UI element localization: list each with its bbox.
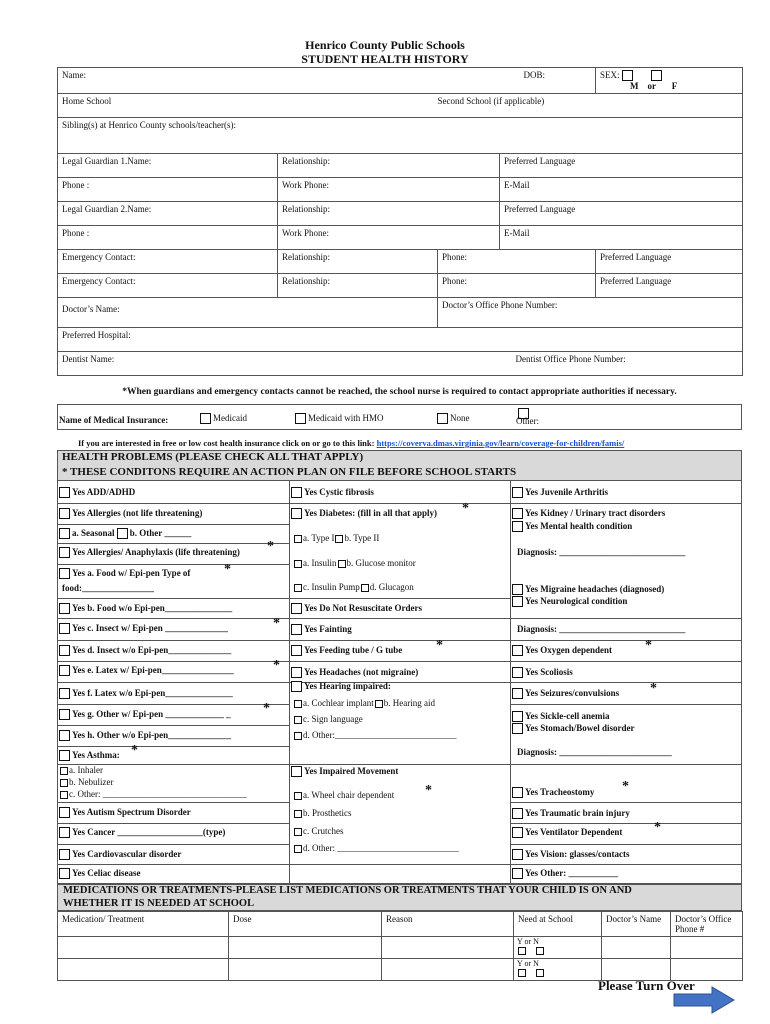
oxygen-checkbox[interactable]: Yes Oxygen dependent bbox=[512, 645, 612, 656]
action-plan-star: * bbox=[224, 562, 231, 577]
tbi-checkbox[interactable]: Yes Traumatic brain injury bbox=[512, 808, 630, 819]
yn-cell[interactable]: Y or N bbox=[514, 959, 602, 981]
dnr-checkbox[interactable]: Yes Do Not Resuscitate Orders bbox=[291, 603, 422, 614]
dob-field[interactable]: DOB: bbox=[500, 68, 596, 94]
action-plan-star: * bbox=[273, 658, 280, 673]
school-system-title: Henrico County Public Schools bbox=[305, 38, 465, 52]
hospital-field[interactable]: Preferred Hospital: bbox=[58, 328, 743, 352]
diagnosis-field-3[interactable]: Diagnosis: _________________________ bbox=[517, 747, 672, 757]
guardian1-name-field[interactable]: Legal Guardian 1.Name: bbox=[58, 154, 278, 178]
dentist-phone-field[interactable]: Dentist Office Phone Number: bbox=[500, 352, 743, 376]
glucagon-checkbox[interactable] bbox=[361, 584, 369, 592]
guardian2-email-field[interactable]: E-Mail bbox=[500, 226, 743, 250]
stomach-checkbox[interactable]: Yes Stomach/Bowel disorder bbox=[512, 723, 635, 734]
diabetes-checkbox[interactable]: Yes Diabetes: (fill in all that apply) bbox=[291, 508, 437, 519]
sex-field[interactable]: SEX: M or F bbox=[596, 68, 743, 94]
col-reason: Reason bbox=[382, 912, 514, 937]
migraine-checkbox[interactable]: Yes Migraine headaches (diagnosed) bbox=[512, 584, 664, 595]
form-title: STUDENT HEALTH HISTORY bbox=[301, 52, 469, 66]
emergency1-phone-field[interactable]: Phone: bbox=[438, 250, 596, 274]
hearing-checkbox[interactable]: Yes Hearing impaired: bbox=[291, 681, 391, 692]
feeding-tube-checkbox[interactable]: Yes Feeding tube / G tube bbox=[291, 645, 402, 656]
seasonal-checkbox[interactable]: a. Seasonal b. Other ______ bbox=[59, 528, 191, 539]
emergency2-phone-field[interactable]: Phone: bbox=[438, 274, 596, 298]
action-plan-star: * bbox=[436, 638, 443, 653]
emergency2-language-field[interactable]: Preferred Language bbox=[596, 274, 743, 298]
headaches-checkbox[interactable]: Yes Headaches (not migraine) bbox=[291, 667, 418, 678]
coverva-link[interactable]: https://coverva.dmas.virginia.gov/learn/coverage-for-children/famis/ bbox=[376, 438, 625, 448]
kidney-checkbox[interactable]: Yes Kidney / Urinary tract disorders bbox=[512, 508, 665, 519]
medications-title-2: WHETHER IT IS NEEDED AT SCHOOL bbox=[63, 898, 255, 909]
guardian2-work-phone-field[interactable]: Work Phone: bbox=[278, 226, 500, 250]
emergency1-language-field[interactable]: Preferred Language bbox=[596, 250, 743, 274]
table-row[interactable] bbox=[58, 937, 743, 959]
col-doctor-name: Doctor’s Name bbox=[602, 912, 671, 937]
cancer-checkbox[interactable]: Yes Cancer ___________________(type) bbox=[59, 827, 225, 838]
insect-epi-checkbox[interactable]: Yes c. Insect w/ Epi-pen ______________ bbox=[59, 623, 228, 634]
other-wo-epi-checkbox[interactable]: Yes h. Other w/o Epi-pen______________ bbox=[59, 730, 231, 741]
guardian1-email-field[interactable]: E-Mail bbox=[500, 178, 743, 202]
arrow-right-icon bbox=[672, 985, 736, 1015]
action-plan-star: * bbox=[425, 783, 432, 798]
food-epi-checkbox[interactable]: Yes a. Food w/ Epi-pen Type of bbox=[59, 568, 190, 579]
insurance-label: Name of Medical Insurance: bbox=[59, 415, 169, 425]
action-plan-star: * bbox=[273, 616, 280, 631]
sign-language-checkbox[interactable]: c. Sign language bbox=[293, 714, 363, 724]
prosthetics-checkbox[interactable]: b. Prosthetics bbox=[293, 808, 352, 818]
health-subtitle: * THESE CONDITONS REQUIRE AN ACTION PLAN ON FILE BEFORE SCHOOL STARTS bbox=[62, 466, 517, 478]
other-epi-checkbox[interactable]: Yes g. Other w/ Epi-pen _____________ _ bbox=[59, 709, 231, 720]
free-insurance-text: If you are interested in free or low cost health insurance click on or go to this link: https://coverva.dmas.virginia.gov/learn/coverage-for-children/famis/ bbox=[78, 438, 625, 448]
action-plan-star: * bbox=[650, 681, 657, 696]
latex-epi-checkbox[interactable]: Yes e. Latex w/ Epi-pen________________ bbox=[59, 665, 234, 676]
seizures-checkbox[interactable]: Yes Seizures/convulsions bbox=[512, 688, 619, 699]
dentist-name-field[interactable]: Dentist Name: bbox=[58, 352, 500, 376]
scoliosis-checkbox[interactable]: Yes Scoliosis bbox=[512, 667, 573, 678]
insulin-pump-checkbox[interactable]: c. Insulin Pump d. Glucagon bbox=[293, 582, 414, 592]
hearing-other-checkbox[interactable]: d. Other:___________________________ bbox=[293, 730, 457, 740]
asthma-checkbox[interactable]: Yes Asthma: bbox=[59, 750, 120, 761]
medicaid-option[interactable]: Medicaid bbox=[200, 413, 247, 424]
action-plan-star: * bbox=[131, 743, 138, 758]
sex-f-checkbox[interactable] bbox=[651, 70, 662, 81]
hearing-aid-checkbox[interactable] bbox=[375, 700, 383, 708]
fainting-checkbox[interactable]: Yes Fainting bbox=[291, 624, 352, 635]
name-field[interactable]: Name: bbox=[58, 68, 500, 94]
other-insurance-label: Other: bbox=[516, 416, 539, 426]
emergency1-relationship-field[interactable]: Relationship: bbox=[278, 250, 438, 274]
medications-title-1: MEDICATIONS OR TREATMENTS-PLEASE LIST MEDICATIONS OR TREATMENTS THAT YOUR CHILD IS ON AND bbox=[63, 885, 632, 896]
latex-wo-epi-checkbox[interactable]: Yes f. Latex w/o Epi-pen_______________ bbox=[59, 688, 233, 699]
guardian2-language-field[interactable]: Preferred Language bbox=[500, 202, 743, 226]
guardian1-language-field[interactable]: Preferred Language bbox=[500, 154, 743, 178]
diagnosis-field-1[interactable]: Diagnosis: ____________________________ bbox=[517, 547, 686, 557]
other-condition-checkbox[interactable]: Yes Other: ___________ bbox=[512, 868, 618, 879]
guardian-notice: *When guardians and emergency contacts cannot be reached, the school nurse is required to contact appropriate authorities if necessary. bbox=[122, 387, 677, 397]
add-adhd-checkbox[interactable]: Yes ADD/ADHD bbox=[59, 487, 135, 498]
guardian2-name-field[interactable]: Legal Guardian 2.Name: bbox=[58, 202, 278, 226]
second-school-field[interactable]: Second School (if applicable) bbox=[438, 94, 743, 118]
asthma-other-checkbox[interactable]: c. Other: ________________________________ bbox=[59, 789, 247, 799]
guardian1-relationship-field[interactable]: Relationship: bbox=[278, 154, 500, 178]
celiac-checkbox[interactable]: Yes Celiac disease bbox=[59, 868, 141, 879]
food-wo-epi-checkbox[interactable]: Yes b. Food w/o Epi-pen_______________ bbox=[59, 603, 232, 614]
vision-checkbox[interactable]: Yes Vision: glasses/contacts bbox=[512, 849, 630, 860]
col-need-at-school: Need at School bbox=[514, 912, 602, 937]
autism-checkbox[interactable]: Yes Autism Spectrum Disorder bbox=[59, 807, 191, 818]
cochlear-checkbox[interactable]: a. Cochlear implant b. Hearing aid bbox=[293, 698, 435, 708]
allergies-checkbox[interactable]: Yes Allergies (not life threatening) bbox=[59, 508, 202, 519]
type1-checkbox[interactable]: a. Type I b. Type II bbox=[293, 533, 379, 543]
anaphylaxis-checkbox[interactable]: Yes Allergies/ Anaphylaxis (life threatening) bbox=[59, 547, 240, 558]
wheelchair-checkbox[interactable]: a. Wheel chair dependent bbox=[293, 790, 394, 800]
doctor-phone-field[interactable]: Doctor’s Office Phone Number: bbox=[438, 298, 743, 328]
type2-checkbox[interactable] bbox=[335, 535, 343, 543]
emergency2-name-field[interactable]: Emergency Contact: bbox=[58, 274, 278, 298]
neurological-checkbox[interactable]: Yes Neurological condition bbox=[512, 596, 627, 607]
col-medication: Medication/ Treatment bbox=[58, 912, 229, 937]
student-info-table bbox=[57, 67, 743, 376]
none-option[interactable]: None bbox=[437, 413, 470, 424]
action-plan-star: * bbox=[654, 820, 661, 835]
nebulizer-checkbox[interactable]: b. Nebulizer bbox=[59, 777, 113, 787]
siblings-field[interactable]: Sibling(s) at Henrico County schools/teacher(s): bbox=[58, 118, 743, 154]
mobility-other-checkbox[interactable]: d. Other: ___________________________ bbox=[293, 843, 459, 853]
guardian2-phone-field[interactable]: Phone : bbox=[58, 226, 278, 250]
guardian1-phone-field[interactable]: Phone : bbox=[58, 178, 278, 202]
mental-health-checkbox[interactable]: Yes Mental health condition bbox=[512, 521, 632, 532]
action-plan-star: * bbox=[622, 779, 629, 794]
health-title: HEALTH PROBLEMS (PLEASE CHECK ALL THAT APPLY) bbox=[62, 451, 364, 463]
crutches-checkbox[interactable]: c. Crutches bbox=[293, 826, 344, 836]
col-doctor-phone: Doctor’s Office Phone # bbox=[671, 912, 743, 937]
emergency1-name-field[interactable]: Emergency Contact: bbox=[58, 250, 278, 274]
guardian2-relationship-field[interactable]: Relationship: bbox=[278, 202, 500, 226]
food-type-field[interactable]: food:________________ bbox=[62, 583, 154, 593]
action-plan-star: * bbox=[267, 539, 274, 554]
emergency2-relationship-field[interactable]: Relationship: bbox=[278, 274, 438, 298]
diagnosis-field-2[interactable]: Diagnosis: ____________________________ bbox=[517, 624, 686, 634]
cystic-fibrosis-checkbox[interactable]: Yes Cystic fibrosis bbox=[291, 487, 374, 498]
medicaid-hmo-option[interactable]: Medicaid with HMO bbox=[295, 413, 384, 424]
sickle-cell-checkbox[interactable]: Yes Sickle-cell anemia bbox=[512, 711, 610, 722]
insect-wo-epi-checkbox[interactable]: Yes d. Insect w/o Epi-pen______________ bbox=[59, 645, 231, 656]
arthritis-checkbox[interactable]: Yes Juvenile Arthritis bbox=[512, 487, 608, 498]
doctor-name-field[interactable]: Doctor’s Name: bbox=[58, 298, 438, 328]
yn-cell[interactable]: Y or N bbox=[514, 937, 602, 959]
medications-table bbox=[57, 911, 743, 981]
action-plan-star: * bbox=[263, 701, 270, 716]
home-school-field[interactable]: Home School bbox=[58, 94, 438, 118]
please-turn-over: Please Turn Over bbox=[598, 978, 695, 993]
tracheostomy-checkbox[interactable]: Yes Tracheostomy bbox=[512, 787, 594, 798]
insulin-checkbox[interactable]: a. Insulin b. Glucose monitor bbox=[293, 558, 416, 568]
inhaler-checkbox[interactable]: a. Inhaler bbox=[59, 765, 103, 775]
action-plan-star: * bbox=[462, 501, 469, 516]
guardian1-work-phone-field[interactable]: Work Phone: bbox=[278, 178, 500, 202]
glucose-checkbox[interactable] bbox=[338, 560, 346, 568]
ventilator-checkbox[interactable]: Yes Ventilator Dependent bbox=[512, 827, 622, 838]
col-dose: Dose bbox=[229, 912, 382, 937]
allergy-other-checkbox[interactable] bbox=[117, 528, 128, 539]
action-plan-star: * bbox=[645, 638, 652, 653]
impaired-movement-checkbox[interactable]: Yes Impaired Movement bbox=[291, 766, 398, 777]
sex-m-checkbox[interactable] bbox=[622, 70, 633, 81]
cardio-checkbox[interactable]: Yes Cardiovascular disorder bbox=[59, 849, 181, 860]
